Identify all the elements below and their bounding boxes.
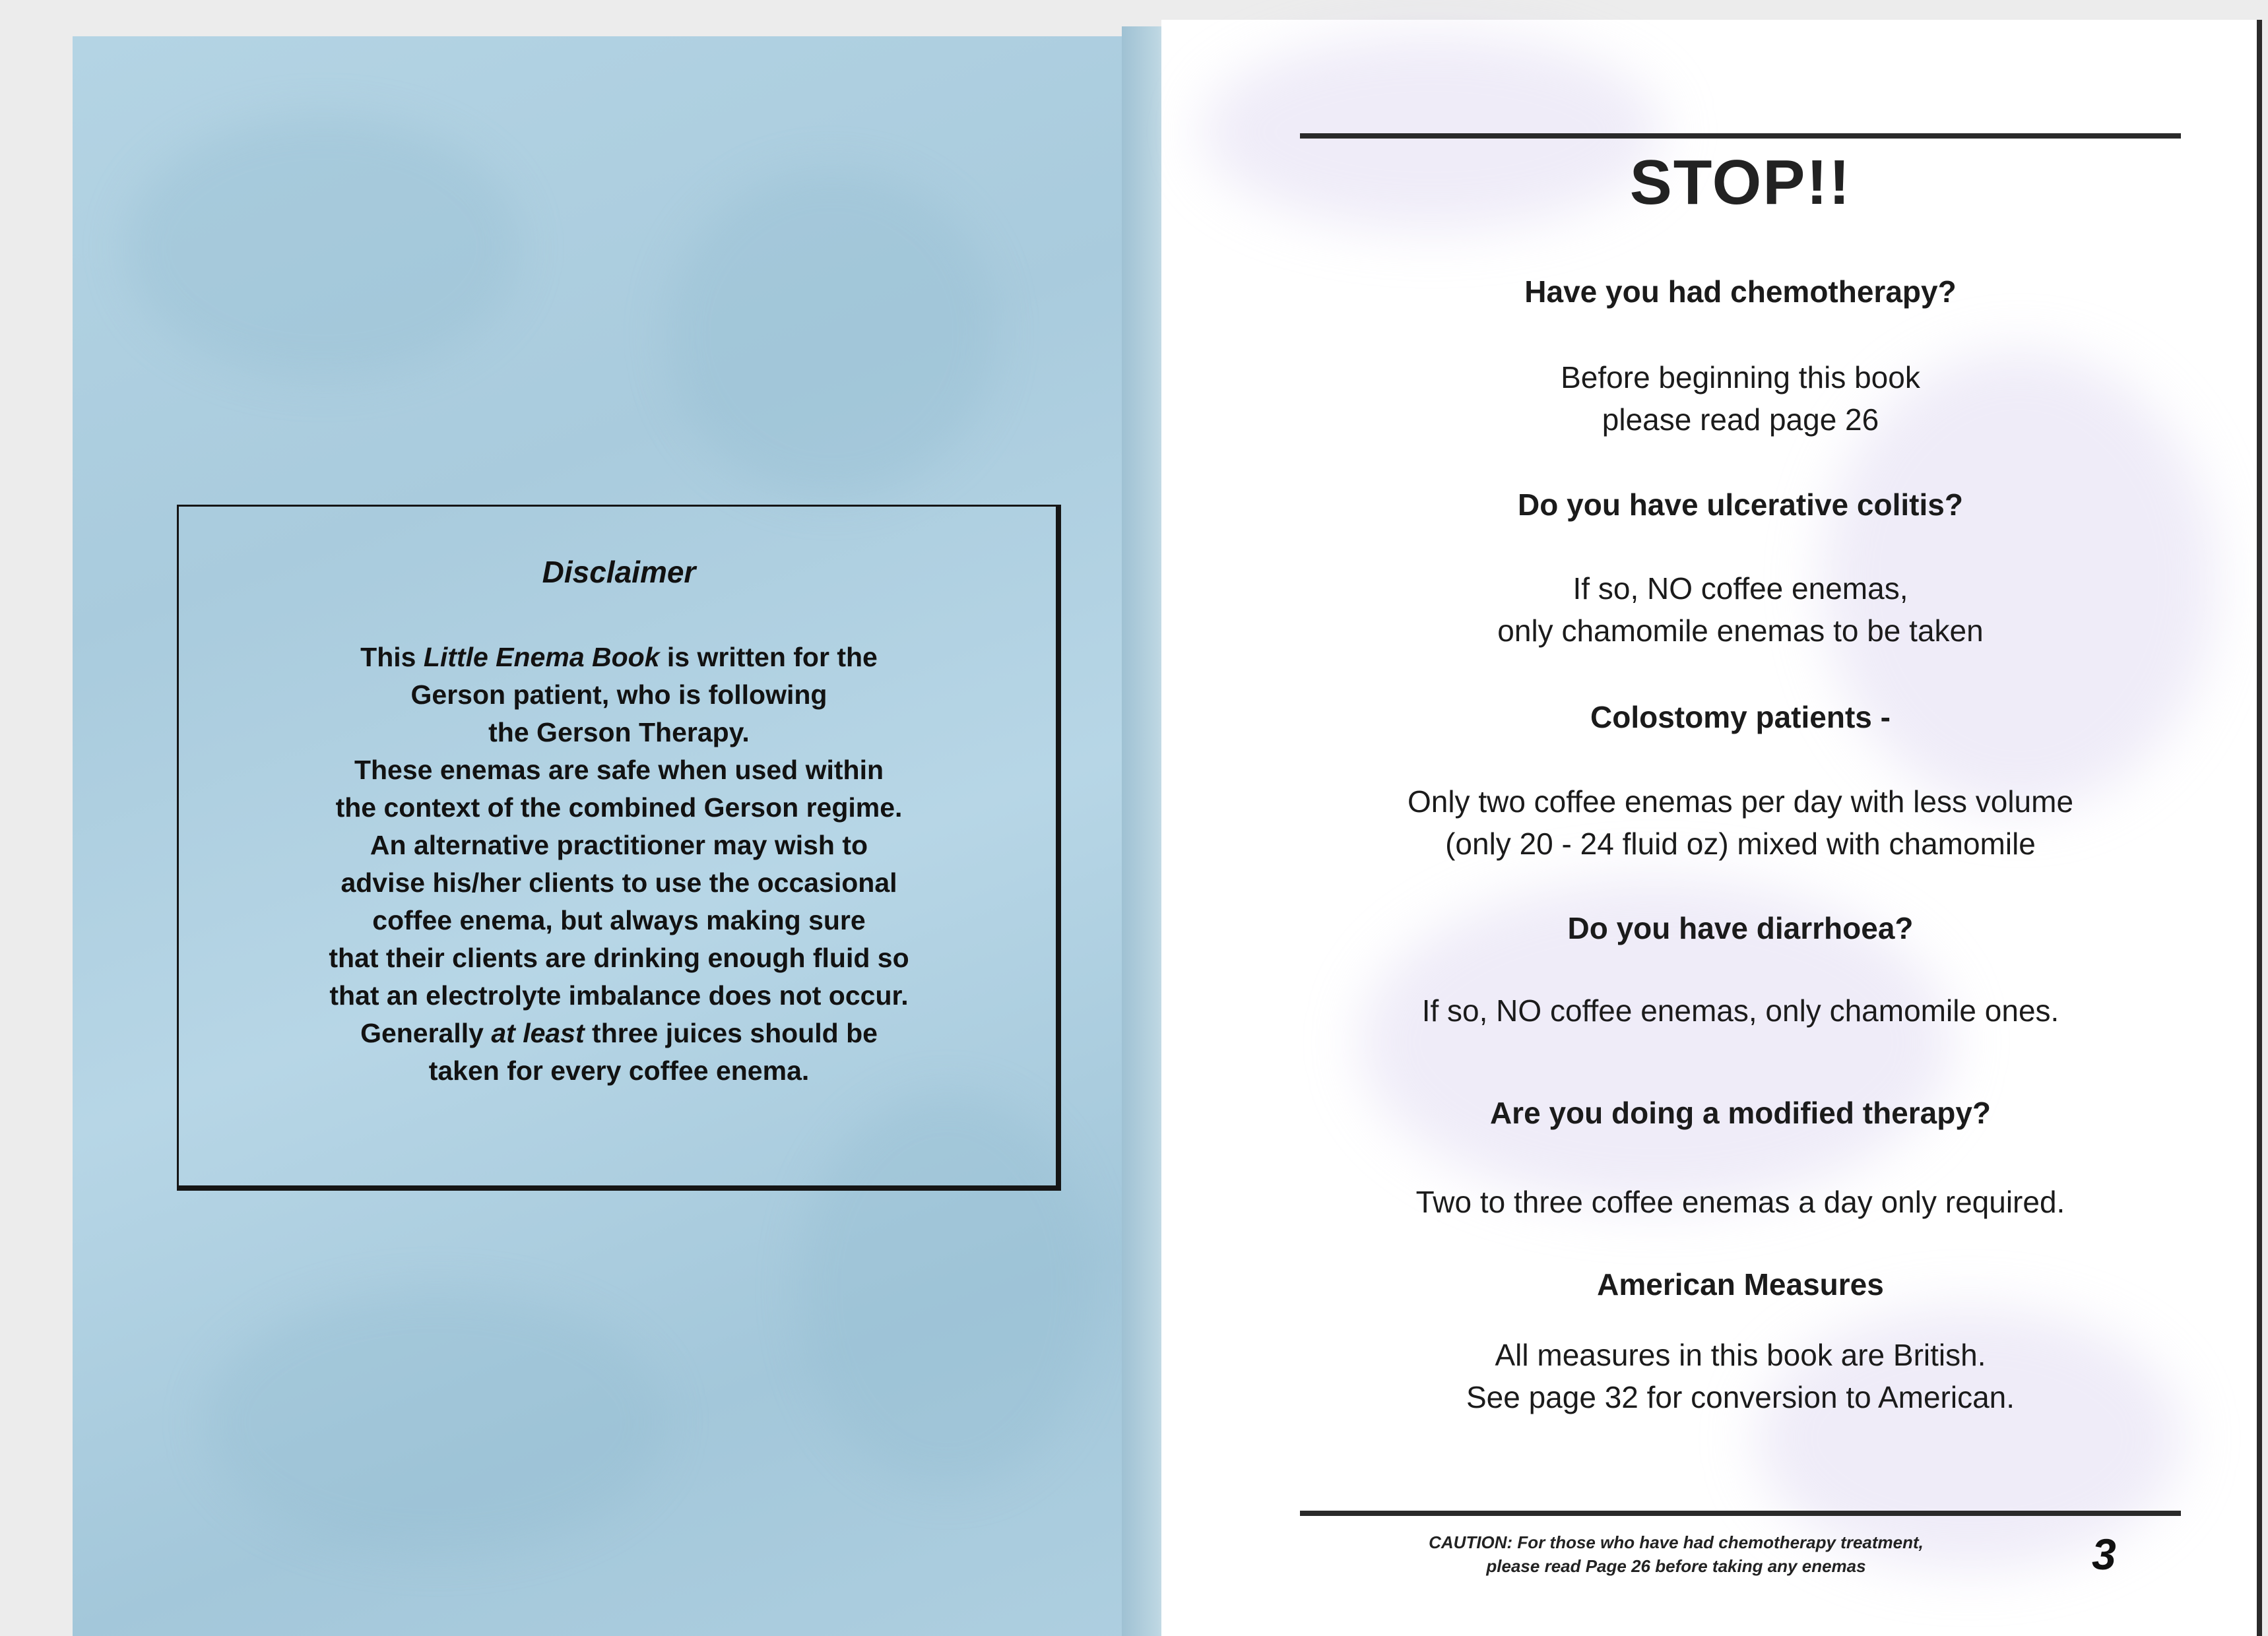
disclaimer-text: advise his/her clients to use the occasional [340, 867, 897, 898]
disclaimer-line [177, 1052, 1061, 1090]
disclaimer-text: This [360, 642, 424, 672]
page-number: 3 [2092, 1530, 2116, 1579]
disclaimer-line [177, 939, 1061, 977]
caution-line-2: please read Page 26 before taking any enemas [1486, 1556, 1866, 1576]
disclaimer-line [177, 639, 1061, 676]
section-answer-line: If so, NO coffee enemas, [1572, 571, 1908, 606]
disclaimer-text: These enemas are safe when used within [354, 755, 884, 785]
disclaimer-text: three juices should be [584, 1018, 878, 1048]
disclaimer-text: that their clients are drinking enough fluid so [329, 943, 909, 973]
section-answer-line: All measures in this book are British. [1495, 1338, 1986, 1372]
section-question: American Measures [1597, 1267, 1884, 1302]
section-answer-line: only chamomile enemas to be taken [1497, 614, 1984, 648]
disclaimer-line [177, 902, 1061, 939]
section-answer-line: please read page 26 [1602, 402, 1879, 437]
section-answer [1300, 1181, 2181, 1223]
disclaimer-text: Gerson patient, who is following [410, 679, 827, 710]
top-rule [1300, 133, 2181, 139]
disclaimer-line [177, 864, 1061, 902]
disclaimer-text: that an electrolyte imbalance does not occur. [329, 980, 909, 1011]
disclaimer-line [177, 827, 1061, 864]
disclaimer-text: Generally [360, 1018, 492, 1048]
disclaimer-line [177, 751, 1061, 789]
section-question: Do you have ulcerative colitis? [1518, 488, 1963, 522]
section-answer-line: See page 32 for conversion to American. [1466, 1380, 2015, 1414]
section-answer [1300, 990, 2181, 1032]
caution-note [1353, 1530, 1999, 1578]
disclaimer-line [177, 977, 1061, 1015]
section-answer-line: (only 20 - 24 fluid oz) mixed with chamomile [1445, 827, 2036, 861]
disclaimer-text: the Gerson Therapy. [488, 717, 750, 747]
disclaimer-text: taken for every coffee enema. [428, 1055, 810, 1086]
disclaimer-text: is written for the [659, 642, 878, 672]
section-question: Colostomy patients - [1590, 700, 1891, 734]
section-question: Have you had chemotherapy? [1524, 274, 1957, 309]
stop-heading: STOP!! [1629, 147, 1852, 218]
disclaimer-emphasis: Little Enema Book [423, 642, 660, 672]
disclaimer-title: Disclaimer [542, 555, 696, 589]
disclaimer-line [177, 714, 1061, 751]
disclaimer-line [177, 789, 1061, 827]
section-answer [1300, 780, 2181, 865]
section-answer [1300, 567, 2181, 652]
disclaimer-text: coffee enema, but always making sure [372, 905, 866, 935]
disclaimer-line [177, 676, 1061, 714]
section-answer [1300, 1334, 2181, 1418]
section-answer-line: Two to three coffee enemas a day only required. [1415, 1185, 2065, 1219]
disclaimer-text: the context of the combined Gerson regime. [335, 792, 903, 823]
bottom-rule [1300, 1511, 2181, 1516]
section-question: Are you doing a modified therapy? [1489, 1096, 1992, 1130]
section-answer-line: Only two coffee enemas per day with less volume [1407, 784, 2074, 819]
section-question: Do you have diarrhoea? [1567, 911, 1914, 945]
disclaimer-emphasis: at least [491, 1018, 585, 1048]
disclaimer-text: An alternative practitioner may wish to [370, 830, 868, 860]
section-answer [1300, 356, 2181, 441]
section-answer-line: Before beginning this book [1561, 360, 1920, 394]
disclaimer-body [177, 639, 1061, 1090]
section-answer-line: If so, NO coffee enemas, only chamomile ones. [1421, 993, 2059, 1028]
disclaimer-line [177, 1015, 1061, 1052]
caution-line-1: CAUTION: For those who have had chemotherapy treatment, [1429, 1532, 1924, 1552]
